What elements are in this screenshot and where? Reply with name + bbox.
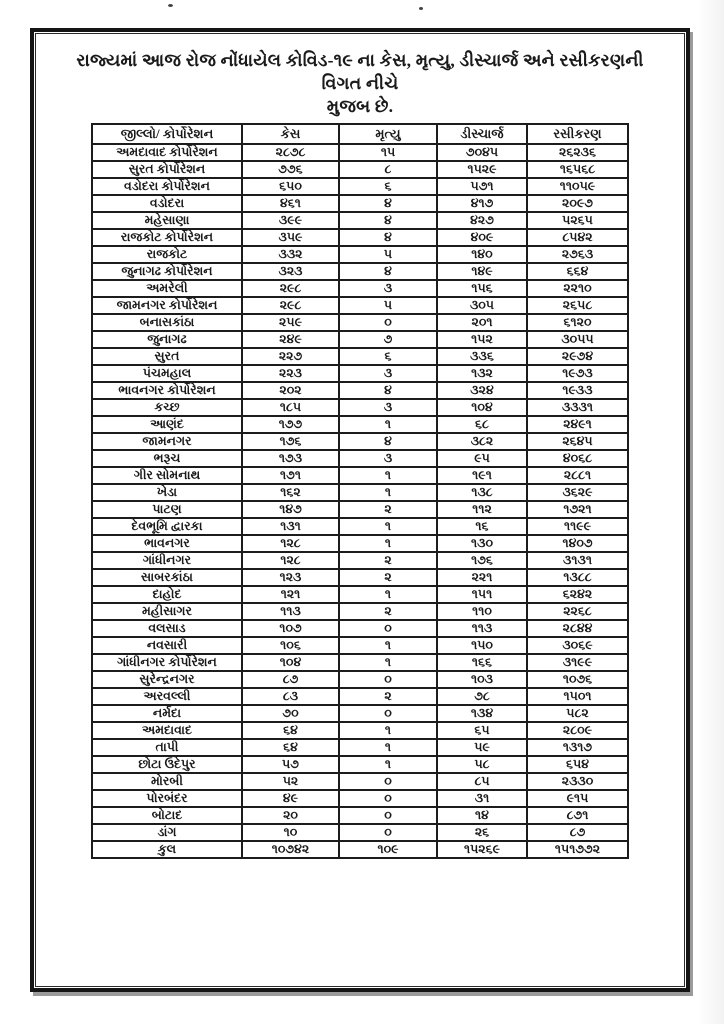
table-row bbox=[92, 331, 628, 348]
value-cell: ૧ bbox=[339, 756, 437, 773]
table-row bbox=[92, 756, 628, 773]
table-row bbox=[92, 807, 628, 824]
table-row bbox=[92, 671, 628, 688]
value-cell: ૧૨૮ bbox=[242, 535, 339, 552]
value-cell: ૨૮૮૧ bbox=[527, 467, 628, 484]
district-name-cell: કુલ bbox=[92, 841, 242, 858]
district-name-cell: દેવભૂમિ દ્વારકા bbox=[92, 518, 242, 535]
district-name-cell: ડાંગ bbox=[92, 824, 242, 841]
value-cell: ૧ bbox=[339, 484, 437, 501]
value-cell: ૧૧૦૫૯ bbox=[527, 178, 628, 195]
value-cell: ૨૦૯૭ bbox=[527, 195, 628, 212]
value-cell: ૧૦૭ bbox=[242, 620, 339, 637]
value-cell: ૧૧૩ bbox=[437, 620, 527, 637]
value-cell: ૩૦૬૯ bbox=[527, 637, 628, 654]
value-cell: ૦ bbox=[339, 620, 437, 637]
value-cell: ૧૫૨ bbox=[437, 331, 527, 348]
total-row bbox=[92, 841, 628, 858]
value-cell: ૧૨૮ bbox=[242, 552, 339, 569]
value-cell: ૫૨૬૫ bbox=[527, 212, 628, 229]
value-cell: ૧૦૭૬ bbox=[527, 671, 628, 688]
value-cell: ૬ bbox=[339, 178, 437, 195]
value-cell: ૧૫૦૧ bbox=[527, 688, 628, 705]
district-name-cell: ગાંધીનગર bbox=[92, 552, 242, 569]
table-row bbox=[92, 552, 628, 569]
value-cell: ૨ bbox=[339, 552, 437, 569]
value-cell: ૧૨૩ bbox=[242, 569, 339, 586]
value-cell: ૨૨૧ bbox=[437, 569, 527, 586]
value-cell: ૦ bbox=[339, 705, 437, 722]
value-cell: ૨૯૮ bbox=[242, 297, 339, 314]
value-cell: ૬૧૨૦ bbox=[527, 314, 628, 331]
value-cell: ૮૫ bbox=[437, 773, 527, 790]
value-cell: ૩૩૩૧ bbox=[527, 399, 628, 416]
value-cell: ૩૨૩ bbox=[242, 263, 339, 280]
value-cell: ૫૭ bbox=[242, 756, 339, 773]
district-name-cell: રાજકોટ કોર્પોરેશન bbox=[92, 229, 242, 246]
page-title-line-2: મુજબ છે. bbox=[326, 96, 394, 116]
value-cell: ૩ bbox=[339, 280, 437, 297]
value-cell: ૨૮૭૮ bbox=[242, 144, 339, 161]
value-cell: ૨૨૭ bbox=[242, 348, 339, 365]
value-cell: ૧૦૪ bbox=[437, 399, 527, 416]
district-name-cell: ગીર સોમનાથ bbox=[92, 467, 242, 484]
district-name-cell: પાટણ bbox=[92, 501, 242, 518]
table-row bbox=[92, 246, 628, 263]
table-row bbox=[92, 501, 628, 518]
table-row bbox=[92, 722, 628, 739]
value-cell: ૧૩૧૭ bbox=[527, 739, 628, 756]
value-cell: ૧૧૯૯ bbox=[527, 518, 628, 535]
table-row bbox=[92, 161, 628, 178]
table-row bbox=[92, 773, 628, 790]
value-cell: ૧૫૬ bbox=[437, 280, 527, 297]
value-cell: ૧૦૪ bbox=[242, 654, 339, 671]
scan-speck bbox=[168, 4, 173, 7]
district-name-cell: છોટા ઉદેપુર bbox=[92, 756, 242, 773]
value-cell: ૩ bbox=[339, 399, 437, 416]
value-cell: ૧૬૬ bbox=[437, 654, 527, 671]
value-cell: ૭૭૬ bbox=[242, 161, 339, 178]
value-cell: ૧૭૭ bbox=[242, 416, 339, 433]
district-name-cell: સુરત કોર્પોરેશન bbox=[92, 161, 242, 178]
district-name-cell: ગાંધીનગર કોર્પોરેશન bbox=[92, 654, 242, 671]
value-cell: ૬૫ bbox=[437, 722, 527, 739]
value-cell: ૧૫૨૬૯ bbox=[437, 841, 527, 858]
table-row bbox=[92, 229, 628, 246]
value-cell: ૧૩૦ bbox=[437, 535, 527, 552]
value-cell: ૦ bbox=[339, 807, 437, 824]
value-cell: ૧૫૧૭૭૨ bbox=[527, 841, 628, 858]
value-cell: ૩ bbox=[339, 365, 437, 382]
column-header: મૃત્યુ bbox=[339, 124, 437, 144]
value-cell: ૯૧૫ bbox=[527, 790, 628, 807]
value-cell: ૨૨૬૮ bbox=[527, 603, 628, 620]
table-row bbox=[92, 178, 628, 195]
value-cell: ૪૨૭ bbox=[437, 212, 527, 229]
table-row bbox=[92, 620, 628, 637]
value-cell: ૦ bbox=[339, 314, 437, 331]
value-cell: ૪ bbox=[339, 263, 437, 280]
value-cell: ૬૫૦ bbox=[242, 178, 339, 195]
value-cell: ૨૯૮ bbox=[242, 280, 339, 297]
table-row bbox=[92, 399, 628, 416]
value-cell: ૪ bbox=[339, 195, 437, 212]
column-header: ડીસ્ચાર્જ bbox=[437, 124, 527, 144]
value-cell: ૧ bbox=[339, 654, 437, 671]
district-name-cell: ભરૂચ bbox=[92, 450, 242, 467]
value-cell: ૧૭૬ bbox=[242, 433, 339, 450]
value-cell: ૧૭૨૧ bbox=[527, 501, 628, 518]
value-cell: ૧૬૫૬૮ bbox=[527, 161, 628, 178]
value-cell: ૭ bbox=[339, 331, 437, 348]
column-header: રસીકરણ bbox=[527, 124, 628, 144]
value-cell: ૬૪ bbox=[242, 722, 339, 739]
value-cell: ૧૩૪ bbox=[437, 705, 527, 722]
value-cell: ૧૯૩૩ bbox=[527, 382, 628, 399]
table-row bbox=[92, 688, 628, 705]
value-cell: ૨૮૦૯ bbox=[527, 722, 628, 739]
value-cell: ૧ bbox=[339, 467, 437, 484]
value-cell: ૨૭૬૩ bbox=[527, 246, 628, 263]
district-name-cell: અરવલ્લી bbox=[92, 688, 242, 705]
district-name-cell: અમદાવાદ કોર્પોરેશન bbox=[92, 144, 242, 161]
value-cell: ૧૧૦ bbox=[437, 603, 527, 620]
table-row bbox=[92, 824, 628, 841]
table-row bbox=[92, 433, 628, 450]
value-cell: ૧૫૧ bbox=[437, 586, 527, 603]
value-cell: ૩૬૨૯ bbox=[527, 484, 628, 501]
value-cell: ૬૨૪૨ bbox=[527, 586, 628, 603]
value-cell: ૨૬૨૩૬ bbox=[527, 144, 628, 161]
district-name-cell: રાજકોટ bbox=[92, 246, 242, 263]
value-cell: ૧૫ bbox=[339, 144, 437, 161]
value-cell: ૧૧૨ bbox=[437, 501, 527, 518]
value-cell: ૨૬૪૫ bbox=[527, 433, 628, 450]
value-cell: ૧૭૧ bbox=[242, 467, 339, 484]
value-cell: ૧ bbox=[339, 739, 437, 756]
value-cell: ૧૯૧ bbox=[437, 467, 527, 484]
column-header: કેસ bbox=[242, 124, 339, 144]
value-cell: ૫૮ bbox=[437, 756, 527, 773]
value-cell: ૧૦૭૪૨ bbox=[242, 841, 339, 858]
value-cell: ૧૦૯ bbox=[339, 841, 437, 858]
table-row bbox=[92, 297, 628, 314]
district-name-cell: ભાવનગર bbox=[92, 535, 242, 552]
district-name-cell: પોરબંદર bbox=[92, 790, 242, 807]
value-cell: ૩ bbox=[339, 450, 437, 467]
covid-stats-table bbox=[91, 123, 629, 859]
value-cell: ૫ bbox=[339, 297, 437, 314]
district-name-cell: ભાવનગર કોર્પોરેશન bbox=[92, 382, 242, 399]
value-cell: ૨૫૯ bbox=[242, 314, 339, 331]
value-cell: ૧૭૩ bbox=[242, 450, 339, 467]
value-cell: ૨૩૩૦ bbox=[527, 773, 628, 790]
district-name-cell: કચ્છ bbox=[92, 399, 242, 416]
value-cell: ૪૯ bbox=[242, 790, 339, 807]
table-row bbox=[92, 263, 628, 280]
table-row bbox=[92, 467, 628, 484]
value-cell: ૧૪૦ bbox=[437, 246, 527, 263]
table-body bbox=[92, 144, 628, 858]
value-cell: ૩૦૫૫ bbox=[527, 331, 628, 348]
district-name-cell: સુરત bbox=[92, 348, 242, 365]
table-row bbox=[92, 212, 628, 229]
value-cell: ૪૦૯ bbox=[437, 229, 527, 246]
value-cell: ૧ bbox=[339, 535, 437, 552]
value-cell: ૧ bbox=[339, 586, 437, 603]
header-row bbox=[92, 124, 628, 144]
value-cell: ૮૭૧ bbox=[527, 807, 628, 824]
value-cell: ૦ bbox=[339, 824, 437, 841]
district-name-cell: જામનગર કોર્પોરેશન bbox=[92, 297, 242, 314]
value-cell: ૯૫ bbox=[437, 450, 527, 467]
value-cell: ૧૩૮૮ bbox=[527, 569, 628, 586]
value-cell: ૪ bbox=[339, 212, 437, 229]
table-row bbox=[92, 144, 628, 161]
column-header: જીલ્લો/ કોર્પોરેશન bbox=[92, 124, 242, 144]
district-name-cell: દાહોદ bbox=[92, 586, 242, 603]
table-row bbox=[92, 314, 628, 331]
value-cell: ૪ bbox=[339, 382, 437, 399]
value-cell: ૧૪૦૭ bbox=[527, 535, 628, 552]
value-cell: ૨૨૧૦ bbox=[527, 280, 628, 297]
value-cell: ૧ bbox=[339, 416, 437, 433]
value-cell: ૩૧ bbox=[437, 790, 527, 807]
table-row bbox=[92, 586, 628, 603]
value-cell: ૫ bbox=[339, 246, 437, 263]
value-cell: ૫૭૧ bbox=[437, 178, 527, 195]
table-row bbox=[92, 518, 628, 535]
value-cell: ૦ bbox=[339, 671, 437, 688]
value-cell: ૭૦ bbox=[242, 705, 339, 722]
district-name-cell: બનાસકાંઠા bbox=[92, 314, 242, 331]
table-row bbox=[92, 416, 628, 433]
value-cell: ૧ bbox=[339, 722, 437, 739]
value-cell: ૧૬ bbox=[437, 518, 527, 535]
value-cell: ૨૪૯૧ bbox=[527, 416, 628, 433]
value-cell: ૬૮ bbox=[437, 416, 527, 433]
value-cell: ૨ bbox=[339, 569, 437, 586]
value-cell: ૨ bbox=[339, 688, 437, 705]
value-cell: ૨ bbox=[339, 603, 437, 620]
value-cell: ૩૮૨ bbox=[437, 433, 527, 450]
value-cell: ૨૦૨ bbox=[242, 382, 339, 399]
value-cell: ૧૮૫ bbox=[242, 399, 339, 416]
value-cell: ૬૪ bbox=[242, 739, 339, 756]
value-cell: ૧૯૭૩ bbox=[527, 365, 628, 382]
value-cell: ૬ bbox=[339, 348, 437, 365]
district-name-cell: જામનગર bbox=[92, 433, 242, 450]
value-cell: ૪ bbox=[339, 433, 437, 450]
table-row bbox=[92, 348, 628, 365]
value-cell: ૨૪૯ bbox=[242, 331, 339, 348]
district-name-cell: તાપી bbox=[92, 739, 242, 756]
value-cell: ૨૨૩ bbox=[242, 365, 339, 382]
value-cell: ૧ bbox=[339, 637, 437, 654]
district-name-cell: આણંદ bbox=[92, 416, 242, 433]
value-cell: ૧૩૧ bbox=[242, 518, 339, 535]
district-name-cell: મોરબી bbox=[92, 773, 242, 790]
district-name-cell: નર્મદા bbox=[92, 705, 242, 722]
value-cell: ૪૬૧ bbox=[242, 195, 339, 212]
district-name-cell: અમરેલી bbox=[92, 280, 242, 297]
value-cell: ૮ bbox=[339, 161, 437, 178]
value-cell: ૧૩૮ bbox=[437, 484, 527, 501]
scan-speck bbox=[419, 7, 423, 10]
table-row bbox=[92, 739, 628, 756]
value-cell: ૫૨ bbox=[242, 773, 339, 790]
value-cell: ૬૫૪ bbox=[527, 756, 628, 773]
table-row bbox=[92, 705, 628, 722]
value-cell: ૪ bbox=[339, 229, 437, 246]
value-cell: ૧૦૩ bbox=[437, 671, 527, 688]
value-cell: ૪૦૬૮ bbox=[527, 450, 628, 467]
value-cell: ૩૫૯ bbox=[242, 229, 339, 246]
value-cell: ૨૯૭૪ bbox=[527, 348, 628, 365]
district-name-cell: ખેડા bbox=[92, 484, 242, 501]
table-row bbox=[92, 484, 628, 501]
value-cell: ૨ bbox=[339, 501, 437, 518]
table-row bbox=[92, 450, 628, 467]
value-cell: ૬૬૪ bbox=[527, 263, 628, 280]
table-row bbox=[92, 535, 628, 552]
table-row bbox=[92, 790, 628, 807]
value-cell: ૨૦૧ bbox=[437, 314, 527, 331]
table-row bbox=[92, 382, 628, 399]
value-cell: ૧૬૨ bbox=[242, 484, 339, 501]
value-cell: ૧૭૬ bbox=[437, 552, 527, 569]
district-name-cell: જુનાગઢ bbox=[92, 331, 242, 348]
value-cell: ૧૨૧ bbox=[242, 586, 339, 603]
value-cell: ૭૦૪૫ bbox=[437, 144, 527, 161]
district-name-cell: પંચમહાલ bbox=[92, 365, 242, 382]
district-name-cell: વડોદરા bbox=[92, 195, 242, 212]
value-cell: ૮૭ bbox=[527, 824, 628, 841]
scan-edge-shade bbox=[698, 0, 724, 1024]
table-row bbox=[92, 195, 628, 212]
value-cell: ૩૩૨ bbox=[242, 246, 339, 263]
value-cell: ૩૨૪ bbox=[437, 382, 527, 399]
district-name-cell: અમદાવાદ bbox=[92, 722, 242, 739]
table-row bbox=[92, 603, 628, 620]
district-name-cell: નવસારી bbox=[92, 637, 242, 654]
table-row bbox=[92, 365, 628, 382]
value-cell: ૩૯૯ bbox=[242, 212, 339, 229]
value-cell: ૧૦ bbox=[242, 824, 339, 841]
page-title bbox=[74, 49, 646, 118]
value-cell: ૭૮ bbox=[437, 688, 527, 705]
value-cell: ૨૦ bbox=[242, 807, 339, 824]
page-title-line-1: રાજ્યમાં આજ રોજ નોંધાયેલ કોવિડ-૧૯ ના કેસ, મૃત્યુ, ડીસ્ચાર્જ અને રસીકરણની વિગત નીચે bbox=[76, 50, 644, 93]
value-cell: ૩૧૯૯ bbox=[527, 654, 628, 671]
value-cell: ૫૮૨ bbox=[527, 705, 628, 722]
value-cell: ૦ bbox=[339, 790, 437, 807]
value-cell: ૩૧૩૧ bbox=[527, 552, 628, 569]
value-cell: ૨૮૪૪ bbox=[527, 620, 628, 637]
district-name-cell: મહેસાણા bbox=[92, 212, 242, 229]
value-cell: ૧ bbox=[339, 518, 437, 535]
district-name-cell: બોટાદ bbox=[92, 807, 242, 824]
district-name-cell: મહીસાગર bbox=[92, 603, 242, 620]
district-name-cell: જુનાગઢ કોર્પોરેશન bbox=[92, 263, 242, 280]
value-cell: ૧૦૬ bbox=[242, 637, 339, 654]
value-cell: ૫૯ bbox=[437, 739, 527, 756]
district-name-cell: વડોદરા કોર્પોરેશન bbox=[92, 178, 242, 195]
value-cell: ૨૬૫૮ bbox=[527, 297, 628, 314]
district-name-cell: સુરેન્દ્રનગર bbox=[92, 671, 242, 688]
table-row bbox=[92, 569, 628, 586]
value-cell: ૮૭ bbox=[242, 671, 339, 688]
value-cell: ૪૧૭ bbox=[437, 195, 527, 212]
page-border-frame bbox=[30, 28, 690, 992]
table-row bbox=[92, 280, 628, 297]
value-cell: ૮૩ bbox=[242, 688, 339, 705]
value-cell: ૧૪૯ bbox=[437, 263, 527, 280]
district-name-cell: વલસાડ bbox=[92, 620, 242, 637]
value-cell: ૧૪૭ bbox=[242, 501, 339, 518]
value-cell: ૨૬ bbox=[437, 824, 527, 841]
value-cell: ૮૫૪૨ bbox=[527, 229, 628, 246]
district-name-cell: સાબરકાંઠા bbox=[92, 569, 242, 586]
table-row bbox=[92, 637, 628, 654]
table-row bbox=[92, 654, 628, 671]
value-cell: ૩૩૬ bbox=[437, 348, 527, 365]
value-cell: ૦ bbox=[339, 773, 437, 790]
value-cell: ૧૪ bbox=[437, 807, 527, 824]
value-cell: ૩૦૫ bbox=[437, 297, 527, 314]
value-cell: ૧૧૩ bbox=[242, 603, 339, 620]
value-cell: ૧૫૦ bbox=[437, 637, 527, 654]
value-cell: ૧૫૨૯ bbox=[437, 161, 527, 178]
value-cell: ૧૩૨ bbox=[437, 365, 527, 382]
